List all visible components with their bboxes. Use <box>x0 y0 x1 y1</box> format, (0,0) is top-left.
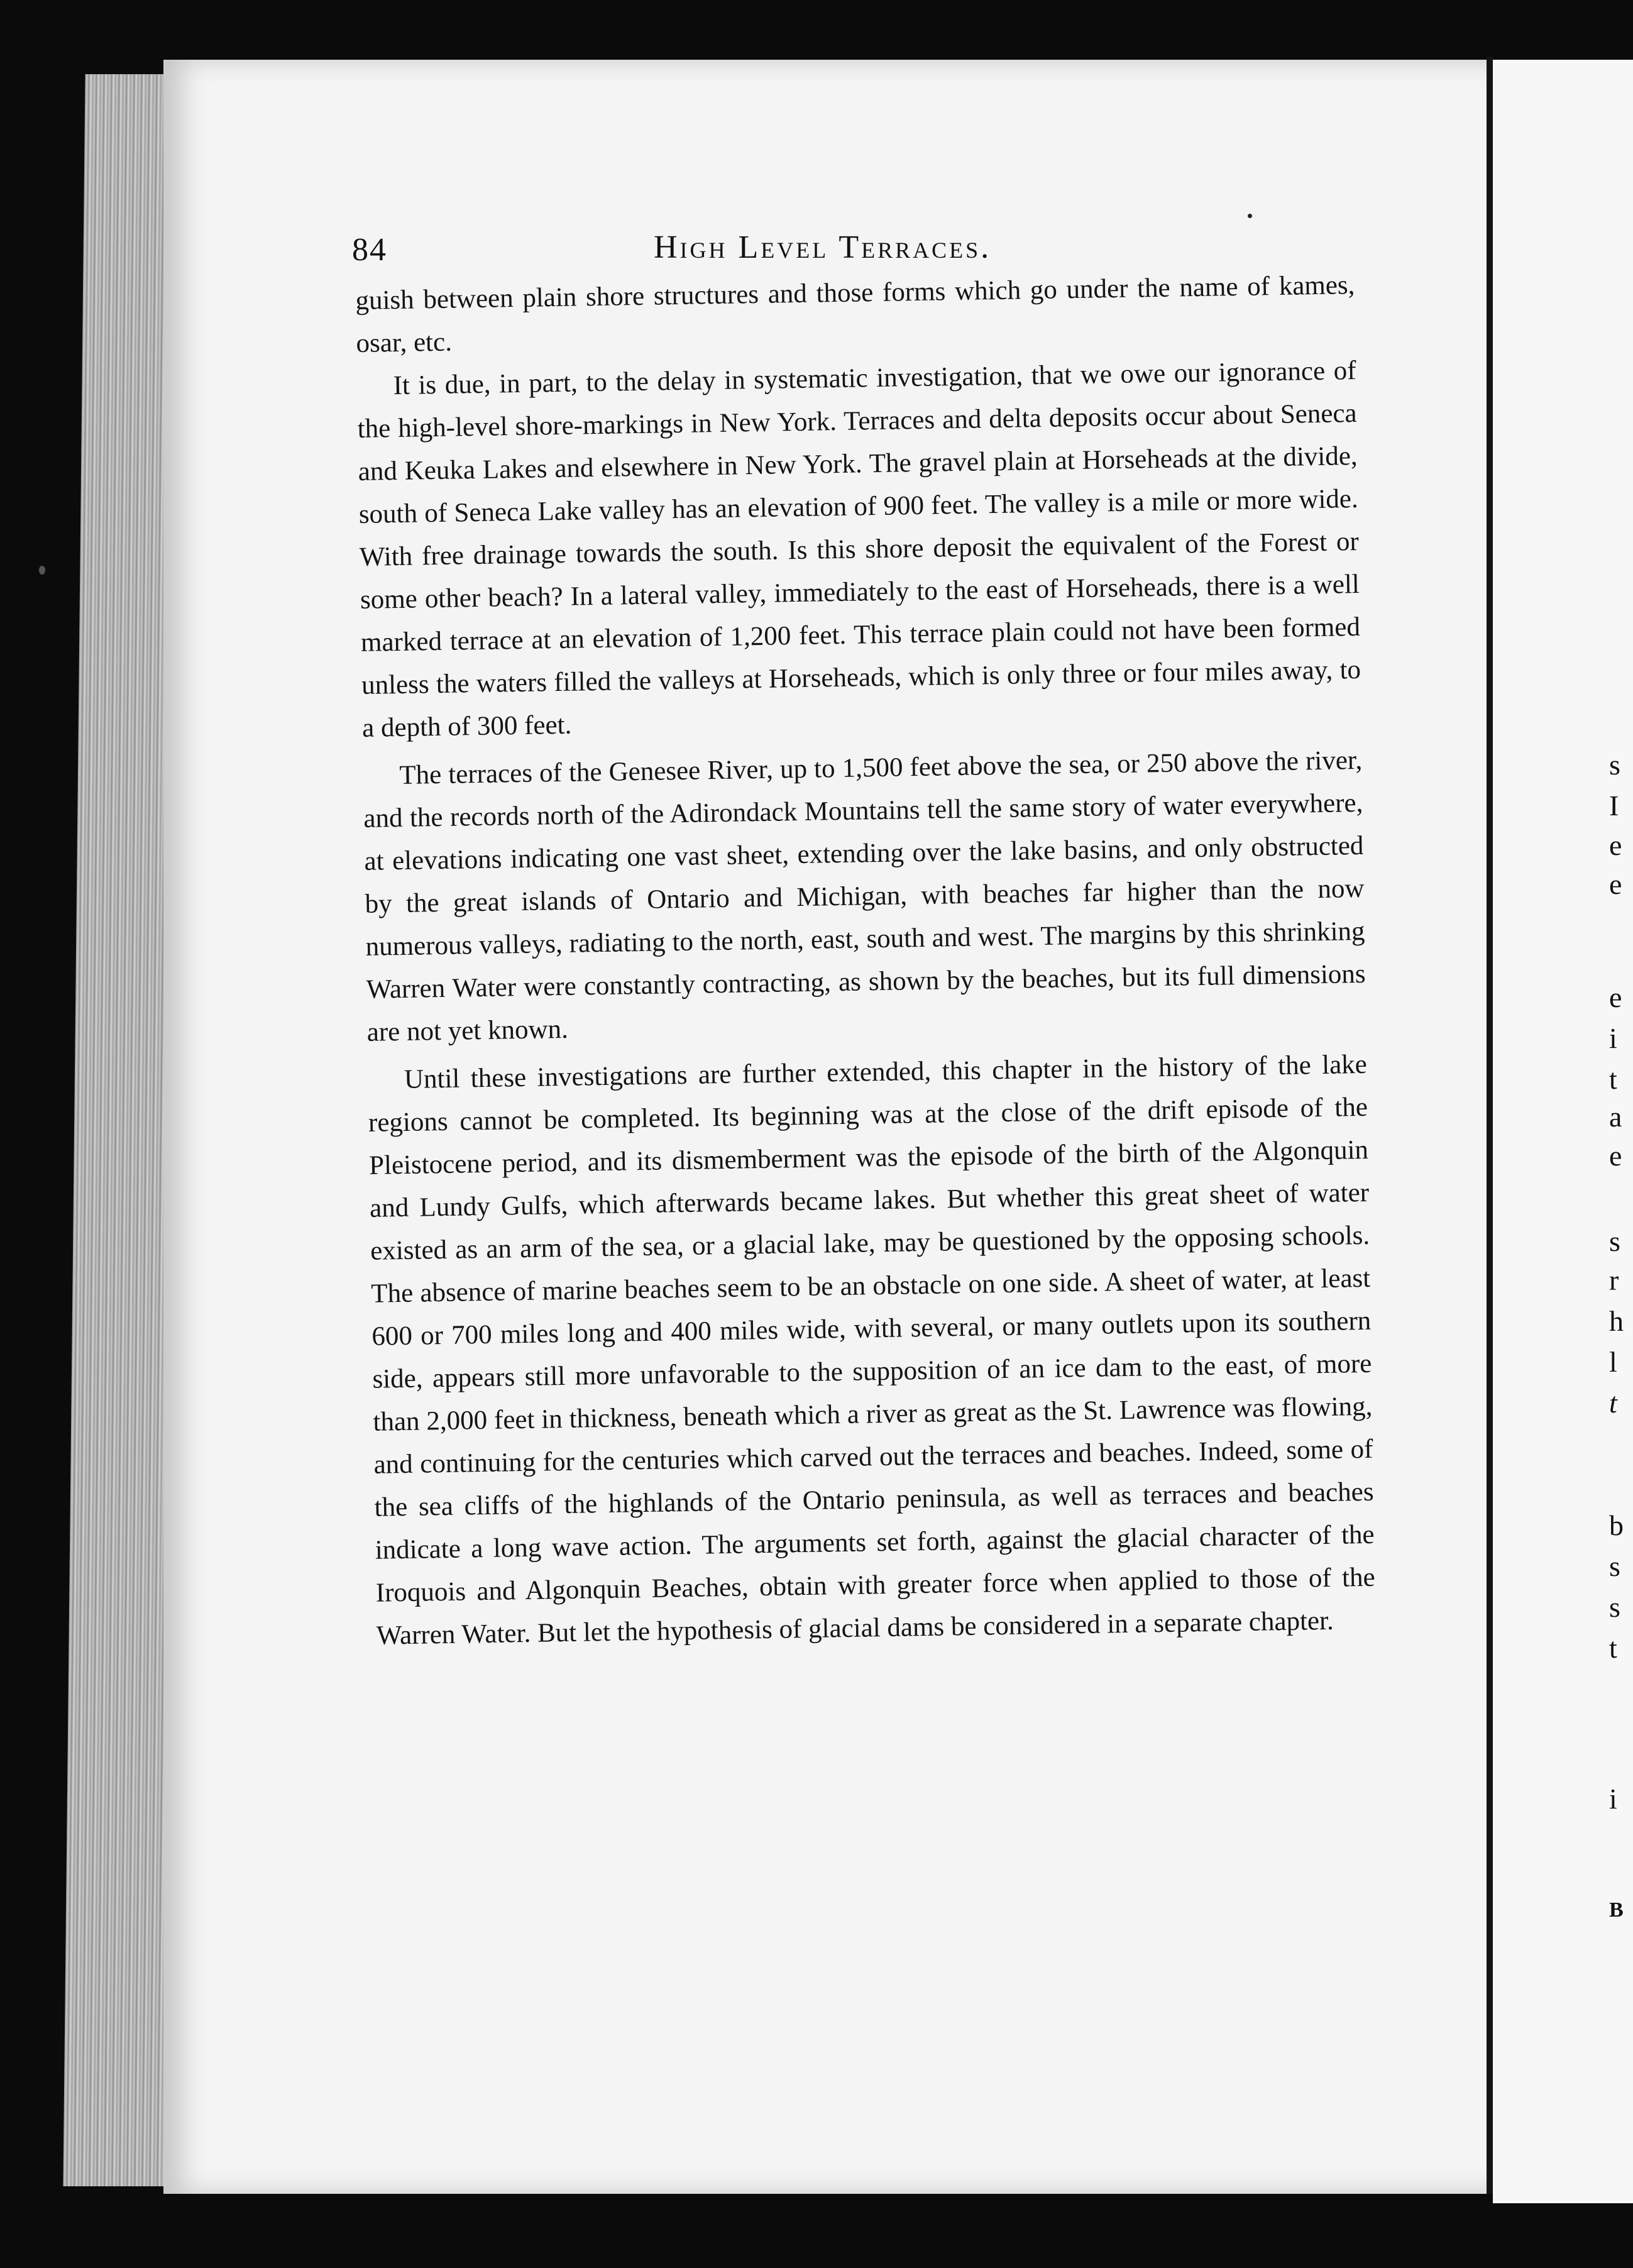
facing-page-letter: s <box>1609 1591 1620 1623</box>
facing-page-letter: a <box>1609 1101 1622 1133</box>
body-text <box>355 264 1376 1658</box>
facing-page-letter: i <box>1609 1783 1617 1815</box>
facing-page-letter: e <box>1609 829 1622 861</box>
facing-page-letter: t <box>1609 1632 1617 1664</box>
facing-page-letter: B <box>1609 1898 1624 1922</box>
facing-page-letter: e <box>1609 981 1622 1013</box>
facing-page-letter: i <box>1609 1022 1617 1054</box>
page-gutter-shadow <box>1487 57 1493 2194</box>
facing-page-letter: I <box>1609 790 1619 822</box>
facing-page-letter: t <box>1609 1387 1617 1419</box>
facing-page-letter: s <box>1609 749 1620 781</box>
facing-page-letter: b <box>1609 1509 1624 1541</box>
running-head: High Level Terraces. <box>654 229 992 265</box>
facing-page-letter: e <box>1609 1140 1622 1172</box>
facing-page-letter: e <box>1609 868 1622 900</box>
page-number: 84 <box>352 232 387 268</box>
paragraph: It is due, in part, to the delay in systematic investigation, that we owe our ignorance of the high-level shore-markings in New York. Terraces and delta deposits occur about Seneca and Keuka Lakes and elsewhere in New York. The gravel plain at Horseheads at the divide, south of Seneca Lake valley has an elevation of 900 feet. The valley is a mile or more wide. With free drainage towards the south. Is this shore deposit the equivalent of the Forest or some other beach? In a lateral valley, immediately to the east of Horseheads, there is a well marked terrace at an elevation of 1,200 feet. This terrace plain could not have been formed unless the waters filled the valleys at Horseheads, which is only three or four miles away, to a depth of 300 feet. <box>357 356 1361 743</box>
dust-speck <box>39 566 45 575</box>
facing-page-letter: s <box>1609 1550 1620 1582</box>
facing-page-letter: s <box>1609 1225 1620 1257</box>
paragraph: The terraces of the Genesee River, up to 1,500 feet above the sea, or 250 above the river, and the records north of the Adirondack Mountains tell the same story of water everywhere, at elevations indicating one vast sheet, extending over the lake basins, and only obstructed by the great islands of Ontario and Michigan, with beaches far higher than the now numerous valleys, radiating to the north, east, south and west. The margins by this shrinking Warren Water were constantly contracting, as shown by the beaches, but its full dimensions are not yet known. <box>363 745 1366 1047</box>
facing-page-letter: l <box>1609 1346 1617 1378</box>
dust-speck <box>1248 214 1252 218</box>
paragraph: Until these investigations are further extended, this chapter in the history of the lake regions cannot be completed. Its beginning was at the close of the drift episode of the Pleistocene period, and its dismemberment was the episode of the birth of the Algonquin and Lundy Gulfs, which afterwards became lakes. But whether this great sheet of water existed as an arm of the sea, or a glacial lake, may be questioned by the opposing schools. The absence of marine beaches seem to be an obstacle on one side. A sheet of water, at least 600 or 700 miles long and 400 miles wide, with several, or many outlets upon its southern side, appears still more unfavorable to the supposition of an ice dam to the east, of more than 2,000 feet in thickness, beneath which a river as great as the St. Lawrence was flowing, and continuing for the centuries which carved out the terraces and beaches. Indeed, some of the sea cliffs of the highlands of the Ontario peninsula, as well as terraces and beaches indicate a long wave action. The arguments set forth, against the glacial character of the Iroquois and Algonquin Beaches, obtain with greater force when applied to those of the Warren Water. But let the hypothesis of glacial dams be considered in a separate chapter. <box>368 1049 1375 1651</box>
facing-page-letter: t <box>1609 1063 1617 1095</box>
paragraph: guish between plain shore structures and those forms which go under the name of kames, osar, etc. <box>355 270 1355 358</box>
facing-page-letter: h <box>1609 1305 1624 1337</box>
facing-page-letter: r <box>1609 1264 1619 1296</box>
